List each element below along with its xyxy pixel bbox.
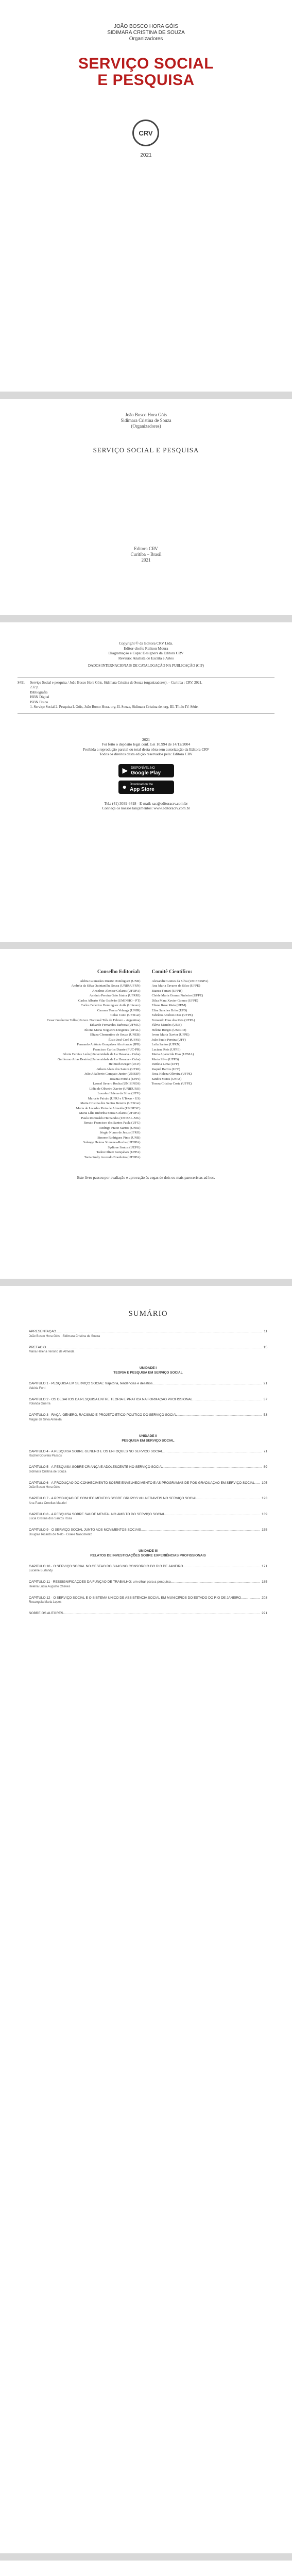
council-member: Flávia Mendes (UNB) — [151, 1023, 182, 1027]
toc-entry-page: 185 — [262, 1580, 267, 1584]
council-member: Andréia da Silva Quintanilha Sousa (UNIR/UFRN) — [71, 984, 141, 988]
toc-entry[interactable] — [29, 1497, 267, 1501]
council-member: Jailson Alves dos Santos (UFRJ) — [96, 1067, 141, 1071]
toc-entry-author: Luciene Burlandy — [29, 1569, 53, 1572]
toc-entry-page: 71 — [263, 1449, 267, 1453]
toc-entry-page: 37 — [263, 1397, 267, 1401]
council-member: Alexandre Gomes da Silva (UNIFESSPA) — [151, 979, 209, 983]
council-member: João Paulo Pereira (UFF) — [151, 1038, 186, 1042]
council-member: Simone Rodrigues Pinto (UNB) — [97, 1136, 141, 1140]
toc-unit-title: TEORIA E PESQUISA EM SERVIÇO SOCIAL — [113, 1371, 183, 1375]
toc-entry-title: CAPÍTULO 7 · A PRODUÇÃO DE CONHECIMENTOS SOBRE GRUPOS VULNERÁVEIS NO SERVIÇO SOCIAL ..... — [29, 1497, 260, 1501]
council-member: Renato Francisco dos Santos Paula (UFG) — [83, 1121, 141, 1125]
toc-entry-page: 53 — [263, 1413, 267, 1417]
council-member: Anselmo Alencar Colares (UFOPA) — [92, 989, 141, 993]
council-member: Helena Borges (UNIRIO) — [151, 1028, 186, 1032]
council-member: Patrícia Lima (UFF) — [151, 1062, 179, 1066]
toc-entry-author: Rachel Gouveia Passos — [29, 1454, 62, 1458]
catalog-code: S491 — [18, 680, 25, 685]
council-member: Élsio José Corá (UFFS) — [108, 1038, 141, 1042]
council-member: Maria Cristina dos Santos Bezerra (UFSCar) — [80, 1101, 141, 1105]
council-member: Bianca Ferrari (UFPR) — [151, 989, 183, 993]
council-member: Marcelo Paixão (UFRJ e UTexas - US) — [88, 1096, 141, 1100]
organizer-name: SIDIMARA CRISTINA DE SOUZA — [107, 30, 185, 36]
toc-entry-page: 21 — [263, 1382, 267, 1385]
toc-entry[interactable] — [29, 1580, 267, 1585]
cip-heading: DADOS INTERNACIONAIS DE CATALOGAÇÃO NA PUBLICAÇÃO (CIP) — [88, 664, 204, 668]
council-member: Leonel Severo Rocha (UNISINOS) — [93, 1082, 141, 1086]
council-member: Marta Silva (UFPB) — [151, 1057, 179, 1061]
toc-entry-page: 139 — [262, 1512, 267, 1516]
toc-entry-title: CAPÍTULO 2 · OS DESAFIOS DA PESQUISA ENTRE TEORIA E PRÁTICA NA FORMAÇÃO PROFISSIONAL ..... — [29, 1398, 262, 1402]
editorial-council-page — [0, 949, 292, 1279]
organizers-role: Organizadores — [129, 36, 163, 42]
copyright-page — [0, 622, 292, 942]
council-member: Maria Lília Imbiriba Sousa Colares (UFOPA) — [79, 1111, 141, 1115]
toc-entry[interactable] — [29, 1481, 267, 1486]
cover-year: 2021 — [140, 152, 152, 158]
toc-entry-title: PREFÁCIO ..... — [29, 1346, 262, 1350]
toc-unit: UNIDADE III — [139, 1549, 158, 1553]
toc-entry-page: 105 — [262, 1481, 267, 1485]
toc-entry-title: SOBRE OS AUTORES ..... — [29, 1612, 260, 1616]
toc-entry[interactable] — [29, 1413, 267, 1418]
toc-entry-author: Lúcia Cristina dos Santos Rosa — [29, 1517, 72, 1520]
council-member: Maria de Lourdes Pinto de Almeida (UNOESC) — [76, 1106, 141, 1110]
catalog-card: S491 Serviço Social e pesquisa / João Bosco Hora Góis, Sidimara Cristina de Souza (organizadores). – Curitiba : CRV, 2021. 232 p. Bibliografia ISBN Digital ISBN Físico 1. Serviço Social 2. Pesquisa I. Góis, João Bosco Hora. org. II. Souza, Sidimara Cristina de. org. III. Título IV. Série. — [18, 677, 274, 714]
toc-entry-title: CAPÍTULO 6 · A PRODUÇÃO DO CONHECIMENTO SOBRE ENVELHECIMENTO E AS PROGRAMAS DE PÓS-GRADUAÇÃO EM SERVIÇO SOCIAL ..... — [29, 1481, 260, 1486]
inner-title: SERVIÇO SOCIAL E PESQUISA — [93, 446, 199, 454]
publisher-info: Editora CRV Curitiba – Brasil 2021 — [130, 546, 162, 563]
council-member: Rodrigo Pratte-Santos (UFES) — [99, 1126, 141, 1130]
toc-entry-author: Ana Paula Ornellas Mauriel — [29, 1501, 67, 1505]
toc-entry-title: CAPÍTULO 5 · A PESQUISA SOBRE CRIANÇA E ADOLESCENTE NO SERVIÇO SOCIAL ..... — [29, 1465, 262, 1470]
council-member: Solange Helena Ximenes-Rocha (UFOPA) — [83, 1141, 141, 1144]
apple-icon: ● — [122, 782, 127, 791]
toc-entry[interactable] — [29, 1612, 267, 1616]
toc-page — [0, 1286, 292, 2553]
council-member: Sérgio Nunes de Jesus (IFRO) — [99, 1131, 141, 1134]
toc-entry-author: Magali da Silva Almeida — [29, 1418, 62, 1421]
editorial-council — [21, 970, 141, 1160]
toc-entry[interactable] — [29, 1346, 267, 1350]
council-member: Elione Maria Nogueira Diogenes (UFAL) — [84, 1028, 141, 1032]
toc-entry-author: Valéria Forti — [29, 1386, 45, 1390]
council-member: João Adalberto Campato Junior (UNESP) — [84, 1072, 141, 1076]
title-page — [0, 399, 292, 615]
council-member: Elizeu Clementino de Souza (UNEB) — [90, 1033, 141, 1037]
council-member: Tania Suely Azevedo Brasileiro (UFOPA) — [84, 1155, 141, 1159]
toc-entry[interactable] — [29, 1565, 267, 1569]
council-member: Lourdes Helena da Silva (UFV) — [97, 1092, 141, 1095]
council-member: Fernando Dias dos Reis (UFPA) — [151, 1018, 195, 1022]
toc-entry-title: CAPÍTULO 9 · O SERVIÇO SOCIAL JUNTO AOS MOVIMENTOS SOCIAIS ..... — [29, 1528, 260, 1533]
toc-entry-page: 155 — [262, 1528, 267, 1532]
council-member: Tadeu Oliver Gonçalves (UFPA) — [96, 1150, 141, 1154]
toc-entry-title: CAPÍTULO 1 · PESQUISA EM SERVIÇO SOCIAL: trajetória, tendências e desafios ..... — [29, 1382, 262, 1386]
toc-entry[interactable] — [29, 1398, 267, 1402]
organizer-name: JOÃO BOSCO HORA GÓIS — [113, 24, 179, 29]
toc-entry[interactable] — [29, 1450, 267, 1454]
cover-organizers — [0, 24, 292, 42]
toc-entry-title: CAPÍTULO 4 · A PESQUISA SOBRE GÊNERO E OS ENFOQUES NO SERVIÇO SOCIAL ..... — [29, 1450, 262, 1454]
toc-entry-page: 11 — [264, 1330, 267, 1333]
presentation-page — [0, 2561, 292, 2576]
council-member: Raquel Barros (UFF) — [151, 1067, 180, 1071]
council-member: Luciana Reis (UFPE) — [151, 1047, 181, 1052]
toc-entry-author: Yolanda Guerra — [29, 1402, 50, 1405]
council-member: Tereza Cristina Costa (UFPE) — [151, 1082, 192, 1086]
toc-entry[interactable] — [29, 1330, 267, 1334]
app-store-badge[interactable]: ● Download on the App Store — [118, 781, 174, 794]
toc-entry-author: Douglas Ricardo de Melo · Gisele Nascimento — [29, 1533, 93, 1536]
council-member: Antônio Pereira Gaio Júnior (UFRRJ) — [89, 994, 141, 997]
council-member: Sydione Santos (UEPG) — [108, 1145, 141, 1149]
toc-list — [29, 1330, 267, 1616]
toc-entry[interactable] — [29, 1596, 267, 1601]
toc-entry-author: Sidimara Cristina de Souza — [29, 1470, 66, 1473]
toc-entry-page: 89 — [263, 1465, 267, 1469]
legal-notes: 2021 Foi feito o depósito legal conf. Lei 10.994 de 14/12/2004 Proibida a reprodução parcial ou total desta obra sem autorização da Editora CRV Todos os direitos desta edição reservados pela: Editora CRV — [82, 737, 210, 756]
council-member: Leila Santos (UFRN) — [151, 1043, 181, 1046]
council-member: Eliane Rose Maio (UEM) — [151, 1004, 186, 1007]
council-member: Paulo Romualdo Hernandes (UNIFAL-MG) — [81, 1116, 141, 1120]
council-title: Conselho Editorial: — [97, 969, 141, 975]
toc-entry-page: 15 — [263, 1345, 267, 1349]
toc-title: SUMÁRIO — [128, 1310, 168, 1318]
council-member: Eduardo Fernandes Barbosa (UFMG) — [90, 1023, 141, 1027]
toc-entry-author: Helena Lúcia Augusto Chaves — [29, 1585, 71, 1588]
toc-entry-title: CAPÍTULO 8 · A PESQUISA SOBRE SAÚDE MENTAL NO ÂMBITO DO SERVIÇO SOCIAL ..... — [29, 1513, 260, 1517]
council-member: Cesar Gerónimo Tello (Univer. Nacional Três de Febrero - Argentina) — [47, 1018, 141, 1022]
store-badges — [18, 764, 274, 794]
council-member: Carlos Federico Dominguez Avila (Unieuro) — [80, 1004, 141, 1007]
toc-entry[interactable] — [29, 1382, 267, 1386]
google-play-badge[interactable]: ▶ DISPONÍVEL NO Google Play — [118, 764, 174, 777]
toc-unit: UNIDADE I — [139, 1366, 157, 1370]
toc-unit: UNIDADE II — [139, 1434, 158, 1438]
publisher-logo: CRV — [132, 120, 159, 146]
council-member: Aldira Guimarães Duarte Domínguez (UNB) — [80, 979, 141, 983]
council-member: Fabrício Antônio Dias (UFPE) — [151, 1013, 193, 1017]
toc-entry-page: 171 — [262, 1564, 267, 1568]
council-member: Gloria Fariñas León (Universidade de La Havana – Cuba) — [62, 1053, 141, 1056]
copyright-lines: Copyright © da Editora CRV Ltda. Editor-chefe: Railson Moura Diagramação e Capa: Designers da Editora CRV Revisão: Analista de Escrita e Artes — [108, 641, 184, 660]
council-member: Helmuth Krüger (UCP) — [109, 1062, 141, 1066]
council-member: Fernando Antônio Gonçalves Alcoforado (IPB) — [77, 1043, 141, 1046]
toc-unit-title: RELATOS DE INVESTIGAÇÕES SOBRE EXPERIÊNCIAS PROFISSIONAIS — [90, 1553, 206, 1557]
council-member: Ana Maria Tavares da Silva (UFPE) — [151, 984, 200, 988]
toc-unit-title: PESQUISA EM SERVIÇO SOCIAL — [122, 1438, 175, 1443]
toc-entry-page: 221 — [262, 1612, 267, 1615]
toc-entry-author: João Bosco Hora Góis — [29, 1486, 60, 1489]
toc-entry-title: CAPÍTULO 3 · RAÇA, GÊNERO, RACISMO E PROJETO ÉTICO-POLÍTICO DO SERVIÇO SOCIAL ..... — [29, 1413, 262, 1418]
toc-entry-author: Maria Helena Tenório de Almeida — [29, 1350, 75, 1353]
toc-entry-page: 123 — [262, 1497, 267, 1500]
inner-organizers: João Bosco Hora Góis Sidimara Cristina de Souza (Organizadores) — [121, 412, 171, 429]
council-member: Maria Aparecida Dias (UFMA) — [151, 1053, 194, 1056]
council-member: Ivone Maria Xavier (UFPE) — [151, 1033, 190, 1037]
toc-entry-title: CAPÍTULO 12 · O SERVIÇO SOCIAL E O SISTEMA ÚNICO DE ASSISTÊNCIA SOCIAL EM MUNICÍPIOS DO ESTADO DO RIO DE JANEIRO ..... — [29, 1596, 260, 1601]
toc-entry-title: APRESENTAÇÃO ..... — [29, 1330, 262, 1334]
council-member: Elisa Sanches Brito (UFS) — [151, 1008, 187, 1012]
council-member: Cleide Maria Gomes Pinheiro (UFPE) — [151, 994, 203, 997]
committee-title: Comitê Científico: — [151, 969, 193, 975]
toc-entry-author: João Bosco Hora Góis · Sidimara Cristina de Souza — [29, 1334, 100, 1338]
council-member: Josania Portela (UFPI) — [110, 1077, 141, 1081]
play-icon: ▶ — [122, 766, 128, 774]
contact-info: Tel.: (41) 3039-6418 - E-mail: sac@editoracrv.com.br Conheça os nossos lançamentos: www.editoracrv.com.br — [102, 801, 190, 810]
book-title: SERVIÇO SOCIAL E PESQUISA — [78, 55, 214, 89]
cover-page — [0, 0, 292, 392]
council-member: Celso Conti (UFSCar) — [110, 1013, 141, 1017]
toc-entry[interactable] — [29, 1513, 267, 1517]
toc-entry[interactable] — [29, 1528, 267, 1533]
council-member: Carmen Tereza Velanga (UNIR) — [97, 1008, 141, 1012]
toc-entry-title: CAPÍTULO 10 · O SERVIÇO SOCIAL NO GESTÃO DO SUAS NO CONSÓRCIO DO RIO DE JANEIRO ..... — [29, 1565, 260, 1569]
council-member: Lídia de Oliveira Xavier (UNIEURO) — [89, 1087, 141, 1091]
council-member: Dilsa Mara Xavier Gomes (UFPE) — [151, 998, 198, 1003]
toc-entry[interactable] — [29, 1465, 267, 1470]
scientific-committee — [152, 970, 272, 1160]
council-member: Sandra Matos (UFPA) — [151, 1077, 182, 1081]
toc-entry-title: CAPÍTULO 11 · RESSIGNIFICAÇÕES DA FUNÇÃO DE TRABALHO: um olhar para a pesquisa ..... — [29, 1580, 260, 1585]
toc-entry-page: 203 — [262, 1596, 267, 1600]
council-member: Rosa Helena Oliveira (UFPE) — [151, 1072, 192, 1076]
council-member: Carlos Alberto Vilar Estêvão (UMINHO - PT) — [78, 998, 141, 1003]
toc-entry-author: Rosangela Maria Lopes — [29, 1601, 62, 1604]
review-note: Este livro passou por avaliação e aprovação às cegas de dois ou mais pareceristas ad hoc. — [77, 1175, 215, 1180]
council-member: Guillermo Arias Beatón (Universidade de La Havana – Cuba) — [57, 1057, 141, 1061]
council-member: Francisco Carlos Duarte (PUC-PR) — [93, 1047, 141, 1052]
